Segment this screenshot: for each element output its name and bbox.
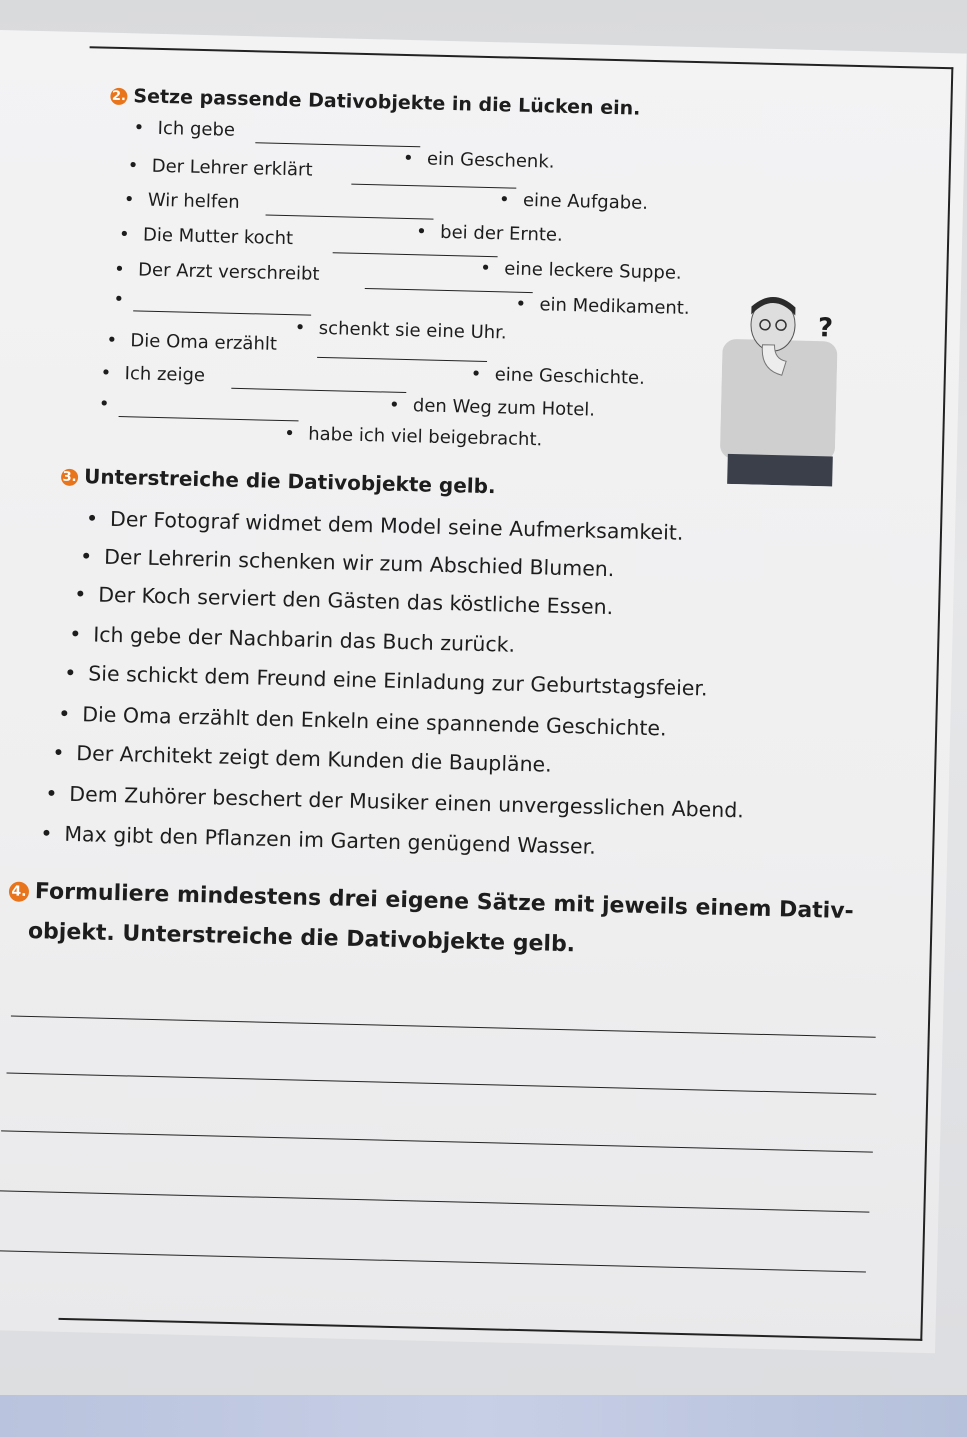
task3-sentence-9: • Max gibt den Pflanzen im Garten genügend Wasser. [64,822,596,859]
task3-sentence-6: • Die Oma erzählt den Enkeln eine spannende Geschichte. [82,702,667,740]
task2-item-7-before: • Die Oma erzählt [130,330,277,355]
task2-item-3-after: • bei der Ernte. [440,222,563,246]
task3-sentence-2: • Der Lehrerin schenken wir zum Abschied Blumen. [104,545,615,581]
task3-number-badge: 3. [62,469,77,486]
background-surface [0,1395,967,1437]
task2-heading-text: Setze passende Dativobjekte in die Lücken ein. [133,85,641,120]
task2-item-4-before: • Die Mutter kocht [143,225,294,250]
task2-item-3-before: • Wir helfen [148,190,240,213]
task3-sentence-3: • Der Koch serviert den Gästen das köstliche Essen. [98,583,613,620]
task3-sentence-7: • Der Architekt zeigt dem Kunden die Baupläne. [76,741,552,777]
task2-number-badge: 2. [111,88,127,105]
task2-item-4-after: • eine leckere Suppe. [504,258,682,283]
task2-item-2-after: • eine Aufgabe. [523,190,648,214]
task2-item-1-before: • Ich gebe [157,118,235,141]
task3-sentence-8: • Dem Zuhörer beschert der Musiker einen unvergesslichen Abend. [69,782,744,822]
task4-number-badge: 4. [9,881,29,901]
task3-sentence-1: • Der Fotograf widmet dem Model seine Aufmerksamkeit. [110,507,684,545]
task2-item-7-after: • eine Geschichte. [494,364,645,389]
task4-heading-text-1: Formuliere mindestens drei eigene Sätze mit jeweils einem Dativ- [34,879,855,925]
task2-item-8-after: • den Weg zum Hotel. [413,395,596,420]
task2-item-5-before: • Der Arzt verschreibt [138,259,320,284]
task2-item-8-before: • Ich zeige [124,363,205,386]
task4-heading-line2: objekt. Unterstreiche die Dativobjekte gelb. [27,918,576,958]
task2-item-6-after: • schenkt sie eine Uhr. [319,318,507,344]
trousers-shape [727,454,833,487]
question-mark-icon: ? [817,313,834,344]
worksheet-page [0,30,967,1353]
task2-item-1-after: • ein Geschenk. [427,148,555,172]
thinking-person-illustration [719,284,839,487]
task2-item-2-before: • Der Lehrer erklärt [151,156,312,181]
task3-sentence-4: • Ich gebe der Nachbarin das Buch zurück. [93,622,515,656]
task2-item-9-after: • habe ich viel beigebracht. [308,424,543,451]
task3-heading-text: Unterstreiche die Dativobjekte gelb. [83,464,496,499]
task3-sentence-5: • Sie schickt dem Freund eine Einladung zur Geburtstagsfeier. [88,661,708,700]
task2-item-5-after: • ein Medikament. [539,294,690,319]
